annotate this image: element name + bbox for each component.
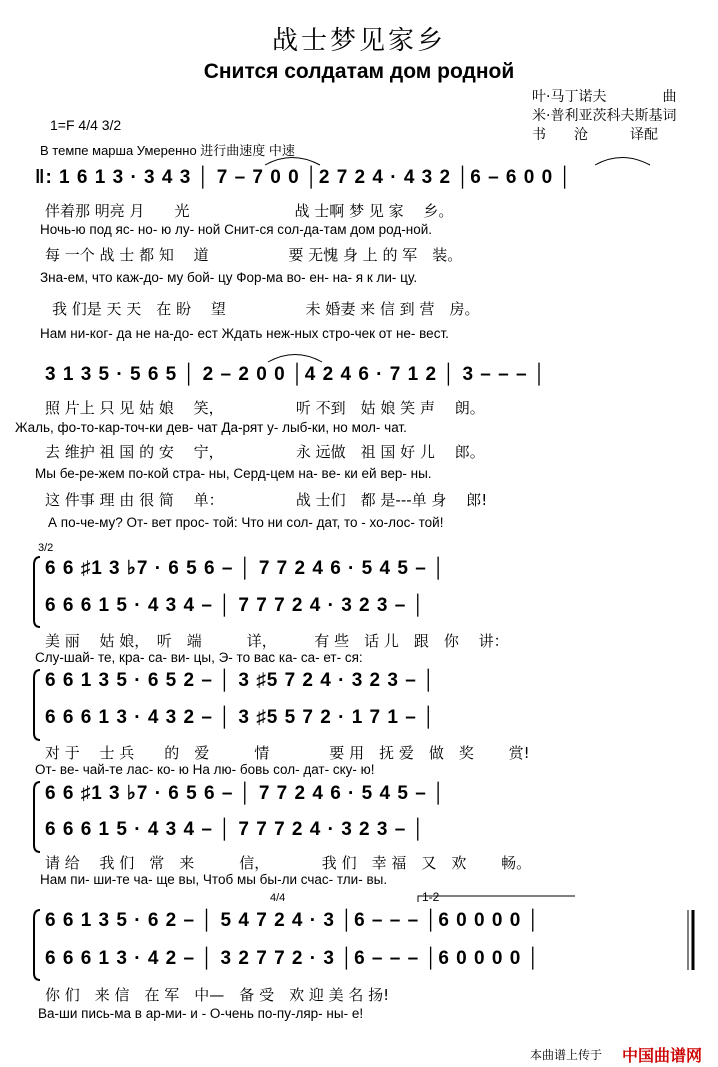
tie-1 — [265, 158, 320, 166]
volta-line — [418, 896, 575, 902]
lyric-line-3-ru: Слу-шай- те, кра- са- ви- цы, Э- то вас ка- са- ет- ся: — [35, 650, 363, 665]
notes-line-5-upper: 6 6 ♯1 3 ♭7 · 6 5 6 – │ 7 7 2 4 6 · 5 4 5 – │ — [45, 783, 446, 804]
time-change-3-2: 3/2 — [38, 542, 54, 554]
lyric-line-5-ru: Нам пи- ши-те ча- ще вы, Чтоб мы бы-ли счас- тли- вы. — [40, 872, 388, 887]
notes-line-6-upper: 6 6 1 3 5 · 6 2 – │ 5 4 7 2 4 · 3 │6 – – – │6 0 0 0 0 │ — [45, 910, 541, 931]
lyric-line-3-cn: 美 丽 姑 娘， 听 端 详， 有 些 话 儿 跟 你 讲： — [45, 632, 509, 650]
lyric-line-1-ru-1: Ночь-ю под яс- но- ю лу- ной Снит-ся сол-да-там дом род-ной. — [40, 222, 433, 237]
lyric-line-2-cn-2: 去 维护 祖 国 的 安 宁， 永 远做 祖 国 好 儿 郎。 — [45, 443, 485, 461]
title-chinese: 战士梦见家乡 — [271, 26, 446, 56]
volta-bracket-label: 1-2 — [422, 890, 440, 904]
lyric-line-1-cn-1: 伴着那 明亮 月 光 战 士啊 梦 见 家 乡。 — [45, 202, 454, 220]
credit-translator: 书 沧 译配 — [532, 127, 658, 143]
notes-line-2: 3 1 3 5 · 5 6 5 │ 2 – 2 0 0 │4 2 4 6 · 7 1 2 │ 3 – – – │ — [45, 364, 547, 385]
system-3-bracket — [34, 557, 40, 627]
lyric-line-2-ru-1: Жаль, фо-то-кар-точ-ки дев- чат Да-рят у- лыб-ки, но мол- чат. — [15, 420, 407, 435]
lyric-line-2-cn-1: 照 片上 只 见 姑 娘 笑， 听 不到 姑 娘 笑 声 朗。 — [45, 399, 485, 417]
lyric-line-2-cn-3: 这 件事 理 由 很 简 单： 战 士们 都 是---单 身 郎! — [45, 491, 488, 509]
lyric-line-4-cn: 对 于 士 兵 的 爱 情 要 用 抚 爱 做 奖 赏! — [45, 744, 530, 762]
tie-2 — [595, 158, 650, 166]
system-4-bracket — [34, 670, 40, 740]
notes-line-1: ‖: 1 6 1 3 · 3 4 3 │ 7 – 7 0 0 │2 7 2 4 · 4 3 2 │6 – 6 0 0 │ — [35, 167, 573, 188]
credit-composer: 叶·马丁诺夫 曲 — [532, 89, 677, 105]
lyric-line-1-ru-2: Зна-ем, что каж-до- му бой- цу Фор-ма во- ен- на- я к ли- цу. — [40, 270, 418, 285]
notes-line-4-upper: 6 6 1 3 5 · 6 5 2 – │ 3 ♯5 7 2 4 · 3 2 3 – │ — [45, 670, 436, 691]
notes-line-4-lower: 6 6 6 1 3 · 4 3 2 – │ 3 ♯5 5 7 2 · 1 7 1 – │ — [45, 707, 436, 728]
key-signature: 1=F 4/4 3/2 — [50, 117, 122, 133]
system-6-bracket — [34, 910, 40, 980]
lyric-line-1-ru-3: Нам ни-ког- да не на-до- ест Ждать неж-ных стро-чек от не- вест. — [40, 326, 449, 341]
lyric-line-6-ru: Ва-ши пись-ма в ар-ми- и - О-чень по-пу-ляр- ны- е! — [38, 1006, 364, 1021]
lyric-line-2-ru-2: Мы бе-ре-жем по-кой стра- ны, Серд-цем на- ве- ки ей вер- ны. — [35, 466, 432, 481]
lyric-line-2-ru-3: А по-че-му? От- вет прос- той: Что ни сол- дат, то - хо-лос- той! — [48, 515, 444, 530]
site-logo: 中国曲谱网 — [622, 1046, 703, 1065]
tempo-marking: В темпе марша Умеренно 进行曲速度 中速 — [40, 143, 295, 158]
lyric-line-1-cn-3: 我 们是 天 天 在 盼 望 未 婚妻 来 信 到 营 房。 — [52, 300, 480, 318]
notes-line-3-upper: 6 6 ♯1 3 ♭7 · 6 5 6 – │ 7 7 2 4 6 · 5 4 5 – │ — [45, 558, 446, 579]
tie-3 — [268, 355, 322, 363]
footer-upload-text: 本曲谱上传于 — [530, 1048, 603, 1062]
time-change-4-4: 4/4 — [270, 892, 286, 904]
lyric-line-6-cn: 你 们 来 信 在 军 中— 备 受 欢 迎 美 名 扬! — [45, 986, 390, 1004]
lyric-line-5-cn: 请 给 我 们 常 来 信， 我 们 幸 福 又 欢 畅。 — [45, 854, 532, 872]
credit-lyricist: 米·普利亚茨科夫斯基词 — [532, 108, 677, 124]
notes-line-3-lower: 6 6 6 1 5 · 4 3 4 – │ 7 7 7 2 4 · 3 2 3 – │ — [45, 595, 426, 616]
title-russian: Снится солдатам дом родной — [203, 60, 515, 83]
lyric-line-4-ru: От- ве- чай-те лас- ко- ю На лю- бовь сол- дат- ску- ю! — [35, 762, 375, 777]
notes-line-5-lower: 6 6 6 1 5 · 4 3 4 – │ 7 7 7 2 4 · 3 2 3 – │ — [45, 819, 426, 840]
lyric-line-1-cn-2: 每 一个 战 士 都 知 道 要 无愧 身 上 的 军 装。 — [45, 246, 463, 264]
system-5-bracket — [34, 782, 40, 852]
notes-line-6-lower: 6 6 6 1 3 · 4 2 – │ 3 2 7 7 2 · 3 │6 – – – │6 0 0 0 0 │ — [45, 948, 541, 969]
